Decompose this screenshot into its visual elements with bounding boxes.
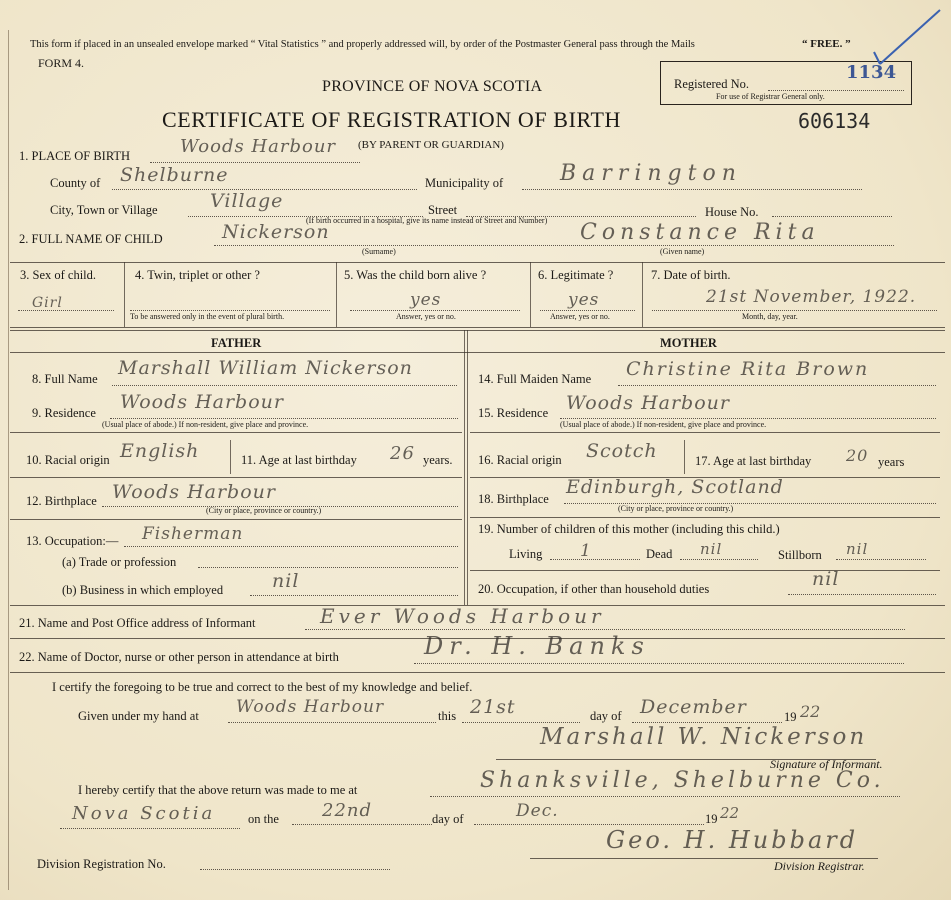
father-birthplace-label: 12. Birthplace: [26, 494, 97, 508]
mother-occupation-label: 20. Occupation, if other than household duties: [478, 582, 710, 596]
mother-age-unit: years: [878, 455, 905, 469]
dead-label: Dead: [646, 547, 673, 561]
child-name-label: 2. FULL NAME OF CHILD: [19, 232, 163, 246]
subtitle: (BY PARENT OR GUARDIAN): [358, 139, 504, 151]
mother-residence-note: (Usual place of abode.) If non-resident, give place and province.: [560, 420, 767, 429]
city-label: City, Town or Village: [50, 203, 158, 217]
month2-line: [474, 824, 704, 825]
mother-residence-line: [560, 418, 936, 419]
city-value: Village: [210, 190, 284, 212]
informant-line: [305, 629, 905, 630]
mother-rule-1: [470, 432, 940, 433]
on-label: on the: [248, 812, 279, 826]
father-occupation-value: Fisherman: [142, 524, 244, 544]
stillborn-line: [836, 559, 926, 560]
legitimate-value: yes: [568, 290, 600, 310]
mother-birthplace-value: Edinburgh, Scotland: [566, 476, 784, 498]
parents-head-rule: [10, 352, 945, 353]
living-line: [550, 559, 640, 560]
day-line: [462, 722, 580, 723]
doctor-rule: [10, 672, 945, 673]
date-note: Month, day, year.: [742, 312, 798, 321]
father-business-line: [250, 595, 458, 596]
year2-value: 22: [720, 804, 740, 822]
mother-name-line: [618, 385, 936, 386]
parents-top-rule: [10, 330, 945, 331]
registered-number: 1134: [846, 62, 897, 83]
date-label: 7. Date of birth.: [651, 268, 731, 282]
day-of-label: day of: [590, 709, 622, 723]
mother-birthplace-label: 18. Birthplace: [478, 492, 549, 506]
county-value: Shelburne: [120, 164, 229, 186]
father-name-value: Marshall William Nickerson: [118, 357, 413, 379]
mother-name-label: 14. Full Maiden Name: [478, 372, 592, 386]
mother-occupation-value: nil: [812, 568, 840, 590]
registered-note: For use of Registrar General only.: [716, 92, 825, 101]
father-residence-label: 9. Residence: [32, 406, 96, 420]
mother-rule-4: [470, 570, 940, 571]
father-birthplace-value: Woods Harbour: [112, 481, 276, 503]
paper-edge: [8, 30, 9, 890]
mother-racial-value: Scotch: [586, 440, 658, 462]
day-of-label-2: day of: [432, 812, 464, 826]
parents-divider-2: [467, 330, 468, 605]
father-rule-1: [10, 432, 462, 433]
col-div-2: [336, 262, 337, 327]
province-value: Nova Scotia: [72, 803, 216, 824]
free-label: “ FREE. ”: [802, 38, 851, 50]
dead-line: [680, 559, 758, 560]
mother-racial-divider: [684, 440, 685, 474]
father-business-value: nil: [272, 570, 300, 592]
informant-value: Ever Woods Harbour: [320, 604, 605, 628]
surname-caption: (Surname): [362, 247, 396, 256]
twin-note: To be answered only in the event of plural birth.: [130, 312, 285, 321]
form-number: FORM 4.: [38, 56, 85, 70]
father-trade-label: (a) Trade or profession: [62, 555, 177, 569]
child-surname-value: Nickerson: [222, 221, 330, 243]
month2-value: Dec.: [516, 801, 559, 821]
legitimate-label: 6. Legitimate ?: [538, 268, 614, 282]
alive-label: 5. Was the child born alive ?: [344, 268, 487, 282]
date-line: [652, 310, 937, 311]
date-value: 21st November, 1922.: [706, 287, 917, 307]
father-rule-2: [10, 477, 462, 478]
year2-prefix: 19: [705, 812, 718, 826]
registrar-signature: Geo. H. Hubbard: [606, 826, 859, 854]
father-racial-value: English: [120, 440, 200, 462]
province-line: [60, 828, 240, 829]
doctor-line: [414, 663, 904, 664]
parents-divider: [464, 330, 465, 605]
father-residence-note: (Usual place of abode.) If non-resident, give place and province.: [102, 420, 309, 429]
year-value: 22: [800, 702, 821, 721]
day-value: 21st: [470, 696, 516, 718]
alive-note: Answer, yes or no.: [396, 312, 456, 321]
mother-birthplace-note: (City or place, province or country.): [618, 504, 734, 513]
division-registration-label: Division Registration No.: [37, 857, 166, 871]
mother-occupation-line: [788, 594, 936, 595]
father-name-line: [112, 385, 457, 386]
municipality-value: Barrington: [560, 161, 742, 186]
living-value: 1: [580, 541, 592, 561]
return-place-value: Shanksville, Shelburne Co.: [480, 768, 885, 793]
house-label: House No.: [705, 205, 759, 219]
child-given-value: Constance Rita: [580, 220, 820, 245]
mother-residence-label: 15. Residence: [478, 406, 549, 420]
street-note: (If birth occurred in a hospital, give its name instead of Street and Number): [306, 216, 548, 225]
father-residence-line: [110, 418, 458, 419]
alive-value: yes: [410, 290, 442, 310]
stillborn-value: nil: [846, 540, 869, 558]
legitimate-line: [540, 310, 635, 311]
mail-notice: This form if placed in an unsealed envelope marked “ Vital Statistics ” and properly addressed will, by order of the Postmaster General pass through the Mails: [30, 39, 695, 50]
municipality-line: [522, 189, 862, 190]
father-racial-label: 10. Racial origin: [26, 453, 110, 467]
father-business-label: (b) Business in which employed: [62, 583, 224, 597]
month-line: [632, 722, 782, 723]
alive-line: [350, 310, 520, 311]
street-label: Street: [428, 203, 458, 217]
informant-label: 21. Name and Post Office address of Informant: [19, 616, 256, 630]
year-prefix: 19: [784, 710, 797, 724]
col-div-4: [642, 262, 643, 327]
this-label: this: [438, 709, 457, 723]
registered-line: [768, 90, 904, 91]
on-day-line: [292, 824, 432, 825]
grid-top-rule: [10, 262, 945, 263]
mother-rule-3: [470, 517, 940, 518]
col-div-1: [124, 262, 125, 327]
place-of-birth-label: 1. PLACE OF BIRTH: [19, 149, 131, 163]
place-line: [150, 162, 360, 163]
father-age-label: 11. Age at last birthday: [241, 453, 357, 467]
municipality-label: Municipality of: [425, 176, 504, 190]
sex-label: 3. Sex of child.: [20, 268, 97, 282]
child-name-line: [214, 245, 894, 246]
informant-signature: Marshall W. Nickerson: [540, 724, 868, 750]
father-rule-3: [10, 519, 462, 520]
dead-value: nil: [700, 540, 723, 558]
legitimate-note: Answer, yes or no.: [550, 312, 610, 321]
given-place-line: [228, 722, 436, 723]
mother-name-value: Christine Rita Brown: [626, 358, 870, 380]
doctor-label: 22. Name of Doctor, nurse or other person in attendance at birth: [19, 650, 339, 664]
given-place-value: Woods Harbour: [236, 697, 385, 717]
county-label: County of: [50, 176, 101, 190]
place-of-birth-value: Woods Harbour: [180, 136, 337, 157]
father-name-label: 8. Full Name: [32, 372, 98, 386]
certify-statement: I certify the foregoing to be true and correct to the best of my knowledge and belief.: [52, 680, 473, 694]
return-label: I hereby certify that the above return was made to me at: [78, 783, 358, 797]
registered-label: Registered No.: [674, 77, 749, 91]
father-racial-divider: [230, 440, 231, 474]
check-mark-icon: [870, 6, 950, 66]
father-birthplace-note: (City or place, province or country.): [206, 506, 322, 515]
signature-caption: Signature of Informant.: [770, 757, 883, 771]
father-residence-value: Woods Harbour: [120, 391, 284, 413]
registrar-caption: Division Registrar.: [774, 859, 865, 873]
mother-age-label: 17. Age at last birthday: [695, 454, 812, 468]
father-occupation-label: 13. Occupation:—: [26, 534, 119, 548]
living-label: Living: [509, 547, 543, 561]
return-line: [430, 796, 900, 797]
grid-bottom-rule: [10, 327, 945, 328]
father-heading: FATHER: [211, 336, 262, 350]
house-line: [772, 216, 892, 217]
given-label: Given under my hand at: [78, 709, 199, 723]
twin-label: 4. Twin, triplet or other ?: [135, 268, 260, 282]
mother-residence-value: Woods Harbour: [566, 392, 730, 414]
division-registration-line: [200, 869, 390, 870]
col-div-3: [530, 262, 531, 327]
mother-children-label: 19. Number of children of this mother (including this child.): [478, 522, 780, 536]
doctor-value: Dr. H. Banks: [424, 632, 650, 660]
given-caption: (Given name): [660, 247, 705, 256]
sex-line: [18, 310, 114, 311]
province-heading: PROVINCE OF NOVA SCOTIA: [322, 78, 543, 95]
twin-line: [130, 310, 330, 311]
mother-racial-label: 16. Racial origin: [478, 453, 562, 467]
mother-heading: MOTHER: [660, 336, 717, 350]
mother-age-value: 20: [846, 446, 869, 465]
month-value: December: [640, 696, 747, 718]
stillborn-label: Stillborn: [778, 548, 822, 562]
father-occupation-line: [124, 546, 458, 547]
father-age-value: 26: [390, 443, 415, 464]
page-title: CERTIFICATE OF REGISTRATION OF BIRTH: [162, 107, 621, 132]
stamp-number: 606134: [798, 109, 871, 133]
on-day-value: 22nd: [322, 800, 373, 821]
sex-value: Girl: [32, 295, 63, 311]
father-age-unit: years.: [423, 453, 453, 467]
father-trade-line: [198, 567, 458, 568]
